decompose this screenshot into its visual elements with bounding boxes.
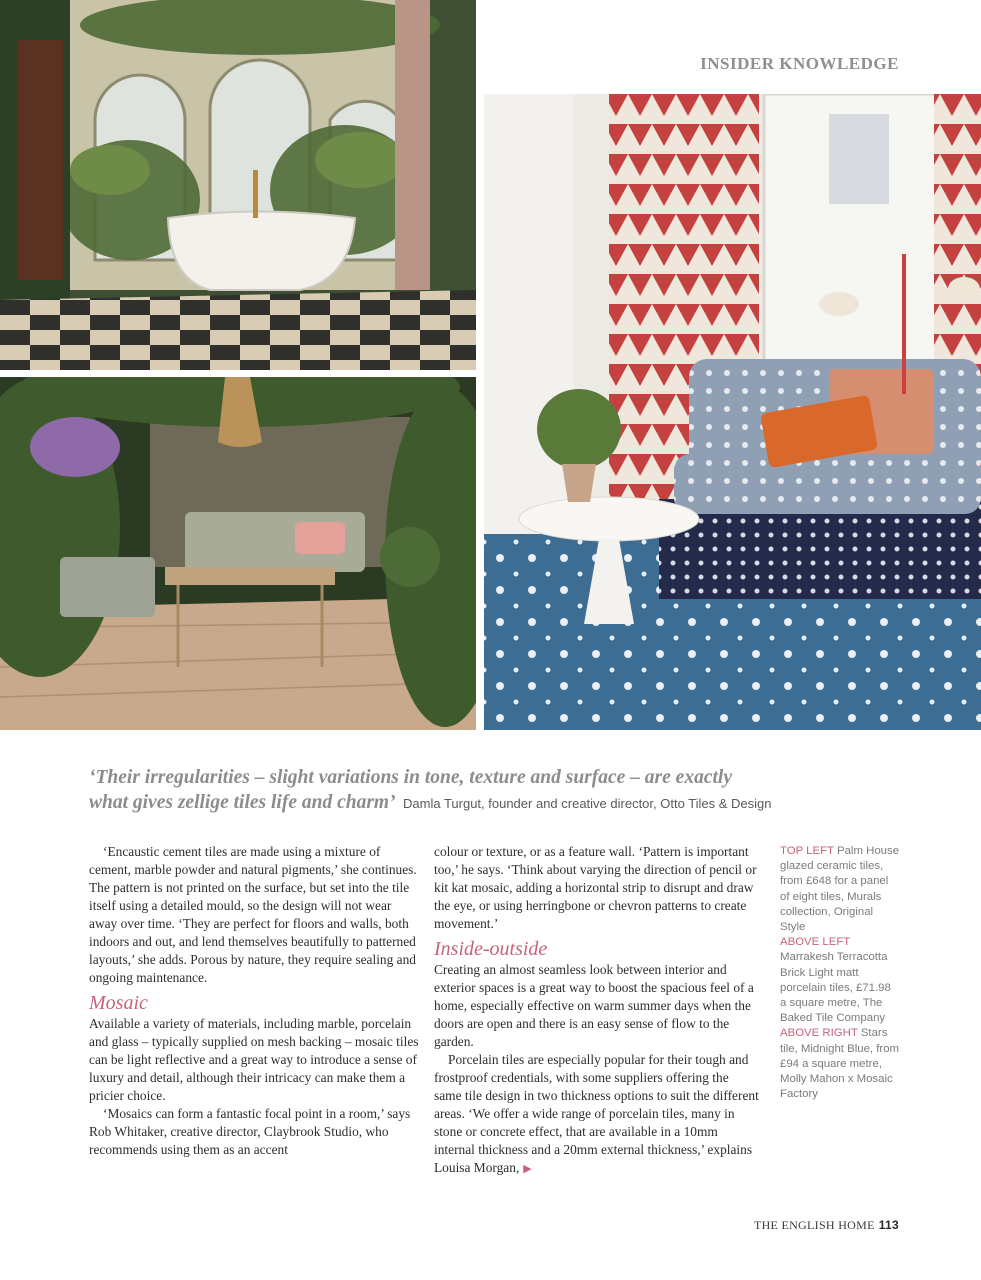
bathroom-illustration [0, 0, 476, 370]
paragraph: Creating an almost seamless look between interior and exterior spaces is a great way to boost the spacious feel of a home, especially effective on warm summer days when the doors are open and there is an easy sense of flow to the garden. [434, 962, 754, 1049]
photo-captions [780, 844, 900, 1102]
caption-above-left [780, 935, 900, 1026]
pull-quote-line-2 [89, 790, 889, 816]
paragraph: ‘Encaustic cement tiles are made using a mixture of cement, marble powder and natural pigments,’ she continues. The pattern is not printed on the surface, but set into the tile itself using a detailed mould, so the design will not wear away over time. ‘They are perfect for floors and walls, both indoors and out, and lend themselves beautifully to patterned layouts,’ she adds. Porous by nature, they require sealing and ongoing maintenance. [89, 844, 417, 985]
body-column-1 [89, 843, 419, 1159]
caption-above-right [780, 1026, 900, 1102]
page-number: 113 [878, 1218, 899, 1232]
living-room-illustration [484, 94, 981, 730]
caption-text: Stars tile, Midnight Blue, from £94 a square metre, Molly Mahon x Mosaic Factory [780, 1027, 900, 1101]
body-column-2 [434, 843, 759, 1178]
caption-top-left [780, 844, 900, 935]
pull-quote-text: what gives zellige tiles life and charm’ [89, 792, 395, 813]
section-label: INSIDER KNOWLEDGE [700, 54, 899, 73]
continue-arrow-icon: ▶ [523, 1163, 532, 1175]
paragraph-text: Porcelain tiles are especially popular for their tough and frostproof credentials, with some suppliers offering the same tile design in two thickness options to suit the different areas. ‘We offer a wide range of porcelain tiles, many in stone or concrete effect, that are available in a 10mm internal thickness and a 20mm external thickness,’ explains Louisa Morgan, [434, 1052, 759, 1175]
pull-quote-line-1: ‘Their irregularities – slight variations in tone, texture and surface – are exactly [89, 767, 732, 788]
paragraph: Available a variety of materials, including marble, porcelain and glass – typically supplied on mesh backing – mosaic tiles can be light reflective and a great way to introduce a sense of luxury and detail, although their intricacy can make them a pricier choice. [89, 1016, 419, 1103]
paragraph [434, 1051, 759, 1178]
caption-text: Palm House glazed ceramic tiles, from £648 for a panel of eight tiles, Murals collection, Original Style [780, 845, 900, 934]
subheading-mosaic: Mosaic [89, 992, 148, 1014]
caption-label: ABOVE LEFT [780, 936, 851, 949]
subheading-inside-outside: Inside-outside [434, 938, 548, 960]
garden-illustration [0, 377, 476, 730]
photo-garden [0, 377, 476, 730]
page-footer [754, 1218, 899, 1233]
caption-text: Marrakesh Terracotta Brick Light matt porcelain tiles, £71.98 a square metre, The Baked Tile Company [780, 951, 891, 1025]
magazine-name: THE ENGLISH HOME [753, 1218, 875, 1232]
photo-bathroom [0, 0, 476, 370]
pull-quote [89, 765, 889, 816]
photo-living-room [484, 94, 981, 730]
paragraph: colour or texture, or as a feature wall. ‘Pattern is important too,’ he says. ‘Think about varying the direction of pencil or kit kat mosaic, adding a horizontal strip to disrupt and draw the eye, or using herringbone or chevron patterns to create movement.’ [434, 844, 757, 931]
pull-quote-attribution: Damla Turgut, founder and creative director, Otto Tiles & Design [403, 796, 772, 811]
caption-label: ABOVE RIGHT [780, 1027, 858, 1040]
caption-label: TOP LEFT [780, 845, 834, 857]
paragraph: ‘Mosaics can form a fantastic focal point in a room,’ says Rob Whitaker, creative director, Claybrook Studio, who recommends using them as an accent [89, 1106, 411, 1157]
